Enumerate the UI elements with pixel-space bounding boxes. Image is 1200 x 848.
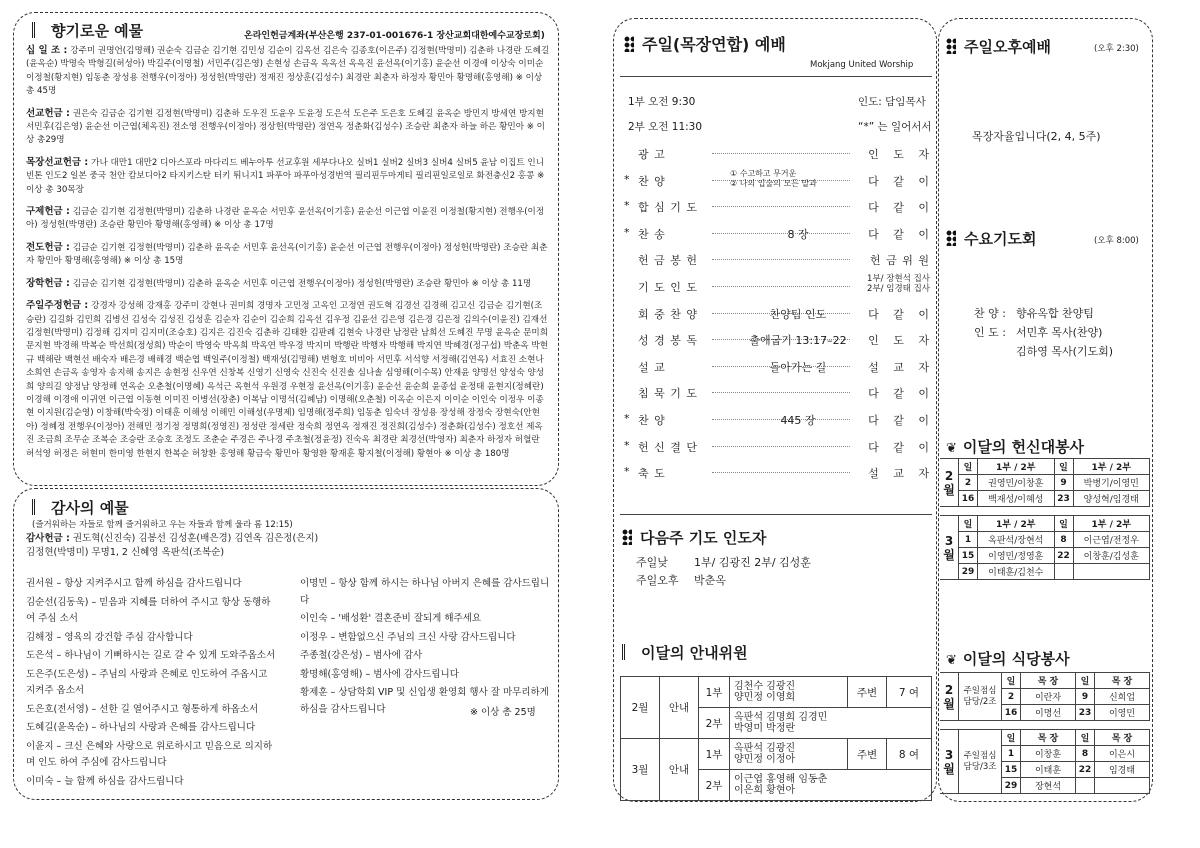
section-mark-icon: [32, 22, 43, 38]
order-item: 축 도: [638, 467, 666, 481]
wednesday-praise-label: 찬 양 :: [974, 307, 1006, 320]
afternoon-text: 목장자율입니다(2, 4, 5주): [972, 130, 1101, 143]
ushers-names: 옥판석 김광진 양민정 이정아: [730, 739, 848, 770]
thanks-item: 도혜길(윤옥순) – 하나님의 사랑과 은혜를 감사드립니다: [26, 722, 256, 733]
next-prayer-row2-label: 주일오후: [636, 574, 679, 587]
order-leader-line: [712, 472, 850, 473]
devotion-cell: 22: [1054, 548, 1073, 564]
order-person: 다 같 이: [868, 174, 930, 188]
kitchen-month: 3 월: [940, 730, 959, 794]
kitchen-cell: 9: [1076, 689, 1095, 705]
order-star: *: [624, 225, 630, 239]
offering-group: [26, 156, 550, 197]
order-person: 다 같 이: [868, 387, 930, 401]
offering-group-label: 목장선교헌금 :: [26, 156, 89, 168]
order-leader-line: [712, 153, 850, 154]
devotion-cell: 2: [959, 475, 978, 491]
order-leader-line: [712, 206, 850, 207]
order-detail: 8 장: [787, 227, 809, 241]
thanks-label: 감사헌금 :: [26, 533, 70, 544]
wednesday-time: (오후 8:00): [1094, 236, 1139, 246]
dotted-bullet-icon: [946, 230, 956, 246]
service-leader: 인도: 담임목사: [858, 96, 926, 108]
devotion-row: [940, 475, 1150, 491]
order-row: [620, 330, 932, 348]
offering-group-names: 김금순 김기현 김정현(박명미) 김춘하 나경란 윤옥순 서민후 윤선옥(이기홍) 윤순선 이근엽 이윤진 이정철(황지현) 전행우(이정아) 정성헌(박명란) 조승란 황민아 황명해(홍영해) ※ 이상 총 17명: [26, 207, 545, 231]
thanks-item: 황제훈 – 상담학회 VIP 및 신입생 환영회 행사 잘 마무리하게 하심을 감사드립니다: [300, 687, 549, 715]
devotion-header-row: [940, 459, 1150, 475]
kitchen-title: ❦ 이달의 식당봉사: [946, 650, 1070, 668]
kitchen-head-cell: 일: [1002, 673, 1021, 689]
order-item: 찬 송: [638, 227, 666, 241]
order-detail: 돌아가는 길: [769, 360, 827, 374]
devotion-table: [940, 458, 1150, 580]
ushers-table: [620, 676, 932, 801]
ushers-part: 2부: [699, 708, 730, 739]
thanks-total: ※ 이상 총 25명: [470, 707, 536, 718]
kitchen-header-row: [940, 730, 1150, 746]
devotion-head-cell: 일: [1054, 459, 1073, 475]
order-item: 성 경 봉 독: [638, 334, 698, 348]
devotion-row: [940, 564, 1150, 580]
order-row: [620, 274, 932, 295]
order-star: *: [624, 465, 630, 479]
devotion-cell: [1054, 564, 1073, 580]
ushers-names: 옥판석 김명희 김경민 박영미 박정란: [730, 708, 932, 739]
kitchen-cell: 29: [1002, 778, 1021, 794]
next-prayer-row1-label: 주일낮: [636, 556, 668, 569]
thanks-title: 감사의 예물: [32, 497, 129, 518]
order-item: 기 도 인 도: [638, 281, 698, 294]
order-row: [620, 383, 932, 401]
ushers-weekday: 주변: [848, 677, 887, 708]
thanks-item: 권서원 – 항상 지켜주시고 함께 하심을 감사드립니다: [26, 578, 242, 589]
kitchen-head-cell: 일: [1076, 673, 1095, 689]
ushers-role: 안내: [660, 739, 699, 801]
thanks-item: 이명민 – 항상 함께 하시는 하나님 아버지 은혜를 감사드립니다: [300, 578, 550, 606]
order-row: [620, 410, 932, 428]
ushers-count: 8 여: [887, 739, 932, 770]
order-person: 인 도 자: [868, 148, 930, 161]
kitchen-cell: 장현석: [1021, 778, 1076, 794]
offering-group: [26, 44, 550, 99]
devotion-cell: 8: [1054, 532, 1073, 548]
dotted-bullet-icon: [624, 36, 634, 52]
worship-bottom-divider: [620, 514, 932, 515]
ushers-names: 김천수 김광진 양민정 이영희: [730, 677, 848, 708]
dotted-bullet-icon: [946, 38, 956, 54]
wednesday-lead-2: 김하영 목사(기도회): [1016, 345, 1114, 358]
devotion-head-cell: 1부 / 2부: [978, 516, 1055, 532]
thanks-names: [26, 532, 326, 560]
devotion-cell: 29: [959, 564, 978, 580]
offering-account: 온라인헌금계좌(부산은행 237-01-001676-1 장산교회대한예수교장로회): [244, 31, 545, 41]
kitchen-head-cell: 목 장: [1021, 673, 1076, 689]
kitchen-cell: 신희업: [1095, 689, 1150, 705]
devotion-month: 2 월: [940, 459, 959, 507]
offering-group: [26, 205, 550, 233]
order-row: [620, 224, 932, 242]
ushers-count: 7 여: [887, 677, 932, 708]
order-detail: 출애굽기 13:17–22: [749, 334, 847, 348]
kitchen-cell: 임경태: [1095, 762, 1150, 778]
order-item: 찬 양: [638, 414, 666, 427]
devotion-head-cell: 일: [959, 459, 978, 475]
offering-group-label: 구제헌금 :: [26, 206, 70, 218]
leaf-icon: ❦: [946, 653, 957, 668]
wednesday-lead-label: 인 도 :: [974, 326, 1006, 339]
offering-group: [26, 241, 550, 269]
order-item: 회 중 찬 양: [638, 307, 698, 321]
order-row: [620, 250, 932, 268]
devotion-cell: 이영민/정영훈: [978, 548, 1055, 564]
kitchen-cell: 16: [1002, 705, 1021, 721]
afternoon-time: (오후 2:30): [1094, 44, 1139, 54]
ushers-month: 2월: [621, 677, 660, 739]
ushers-row: [621, 739, 932, 770]
devotion-head-cell: 일: [1054, 516, 1073, 532]
kitchen-cell: [1095, 778, 1150, 794]
worship-divider: [620, 76, 932, 77]
order-item: 헌 금 봉 헌: [638, 254, 698, 268]
kitchen-cell: 15: [1002, 762, 1021, 778]
offering-group: [26, 299, 550, 461]
devotion-row: [940, 532, 1150, 548]
order-row: [620, 168, 932, 189]
order-person: 다 같 이: [868, 414, 930, 427]
devotion-cell: 이태훈/김천수: [978, 564, 1055, 580]
thanks-item: 김해정 – 영육의 강건함 주심 감사합니다: [26, 631, 193, 643]
kitchen-head-cell: 목 장: [1095, 673, 1150, 689]
offering-group-label: 주일주정헌금 :: [26, 300, 89, 312]
thanks-left-list: [26, 576, 278, 792]
order-star: *: [624, 199, 630, 213]
order-person: 헌 금 위 원: [870, 254, 930, 268]
leaf-icon: ❦: [946, 441, 957, 456]
order-person: 다 같 이: [868, 440, 930, 454]
section-mark-icon: [32, 499, 43, 515]
devotion-cell: 이창훈/김성훈: [1073, 548, 1150, 564]
devotion-row: [940, 548, 1150, 564]
offering-group-names: 가나 대만1 대만2 디아스포라 마다리드 베누아투 선교후원 세부다나오 실버1 실버2 실버3 실버4 실버5 윤남 이집트 인니빈톤 인도2 일본 중국 천안 캄보디아2 타지키스탄 터키 튀니지1 파푸아 파푸아성경번역 필리핀두마게티 필리핀일로일로 화전충신2 홍콩 ※ 이상 총 30목장: [26, 157, 545, 195]
order-leader-line: [712, 259, 850, 260]
devotion-cell: 백재성/이혜성: [978, 491, 1055, 507]
kitchen-cell: 23: [1076, 705, 1095, 721]
section-mark-icon: [622, 644, 633, 660]
thanks-item: 김순선(김동욱) – 믿음과 지혜를 더하여 주시고 항상 동행하여 주심 소서: [26, 596, 271, 624]
order-row: [620, 197, 932, 215]
wednesday-lead-1: 서민후 목사(찬양): [1016, 326, 1103, 339]
order-star: *: [624, 438, 630, 452]
kitchen-head-cell: 목 장: [1095, 730, 1150, 746]
kitchen-cell: 22: [1076, 762, 1095, 778]
kitchen-cell: 이태훈: [1021, 762, 1076, 778]
thanks-item: 주종철(강은성) – 범사에 감사: [300, 650, 423, 661]
devotion-spacer: [940, 507, 1150, 516]
order-star: *: [624, 412, 630, 425]
devotion-cell: 박병기/이영민: [1073, 475, 1150, 491]
devotion-cell: 이근엽/전정우: [1073, 532, 1150, 548]
devotion-cell: 양성혁/임경태: [1073, 491, 1150, 507]
devotion-head-cell: 1부 / 2부: [978, 459, 1055, 475]
devotion-cell: 1: [959, 532, 978, 548]
thanks-item: 이정우 – 변함없으신 주님의 크신 사랑 감사드립니다: [300, 631, 516, 643]
order-item: 찬 양: [638, 174, 666, 188]
offering-group-label: 전도헌금 :: [26, 241, 70, 253]
next-prayer-title: 다음주 기도 인도자: [622, 527, 766, 548]
devotion-cell: 9: [1054, 475, 1073, 491]
devotion-spacer-cell: [940, 507, 1150, 516]
next-prayer-row1-value: 1부/ 김광진 2부/ 김성훈: [694, 556, 811, 569]
ushers-weekday: 주변: [848, 739, 887, 770]
standing-note: “*” 는 일어서서: [858, 121, 932, 133]
thanks-item: 도은석 – 하나님이 기뻐하시는 길로 갈 수 있게 도와주옵소서: [26, 650, 276, 661]
thanks-item: 이윤지 – 크신 은혜와 사랑으로 위로하시고 믿음으로 의지하며 인도 하여 주심에 감사드립니다: [26, 740, 273, 768]
ushers-part: 1부: [699, 739, 730, 770]
devotion-head-cell: 1부 / 2부: [1073, 459, 1150, 475]
devotion-head-cell: 일: [959, 516, 978, 532]
offering-group-names: 강경자 강성해 강재홍 강주미 강현나 권미희 경명자 고민정 고옥인 고정연 권도혁 김경선 김경해 김고신 김금순 김기현(조승란) 김길화 김민희 김병선 김성숙 김성진 김성훈 김순자 김순이 김순희 김옥선 김우정 김윤선 김은영 김은경 김은정 김의수(이윤진) 김재선 김정현(박명미) 김정해 김지미 김지미(조승호) 김지은 김진숙 김춘하 김태환 김판례 김현숙 나경란 남정란 남희선 도혜진 무명 윤옥순 문미희 문지현 박경해 박복순 박선희(정성희) 박순이 박영숙 박옥희 박옥연 박우경 박지미 박행란 박행자 박행해 박지연 박혜경(정구섭) 박춘옥 박현규 백해란 백현선 배숙자 배은경 배해경 백순엽 백일주(이정철) 백재성(김명해) 변형호 비비아 서민후 서석향 서정해(김연옥) 서효진 소현나 소희연 손금옥 송영자 송지해 송지은 송현정 신우연 신창복 신영기 신영숙 신진숙 신진솔 심나솔 심영해(이수목) 안재윤 양명선 양성숙 양성희 양의길 양정남 양정해 연옥순 오춘철(이명혜) 옥석근 옥현석 우원경 우현정 윤선옥(이기홍) 윤순선 윤순희 윤종섭 윤정태 윤현지(정혜란) 이경해 이경애 이귀연 이근엽 이동현 이미진 이병선(장춘) 이복남 이명석(김혜남) 이명해(오춘철) 이옥순 이은지 이이순 이인숙 이정우 이종현 이지원(김순영) 이창해(박숙정) 이태훈 이해성 이해민 이해성(우명제) 임명해(정주희) 임동춘 임숙녀 장성용 장성해 장정숙 장현숙(안현아) 정혜정 전행우(이정아) 전해민 정기정 정명희(정영진) 정성란 정세란 정숙희 정연옥 정재진 정진희(김성수) 정춘화(김성수) 정호선 제옥진 조금희 조무순 조복순 조승란 조승호 조정도 조춘순 주경은 주나경 주초철(정윤정) 진숙옥 최경란 최경선(박영자) 최춘자 하정자 허혈란 허석영 허정은 허현미 한미영 한현지 한복순 허창환 홍영해 황금숙 황민아 황영환 황재훈 황지철(이정해) 황현아 ※ 이상 총 180명: [26, 301, 549, 459]
afternoon-title: 주일오후예배: [946, 36, 1051, 57]
devotion-cell: 15: [959, 548, 978, 564]
devotion-cell: 23: [1054, 491, 1073, 507]
order-leader-line: [712, 392, 850, 393]
order-detail: 찬양팀 인도: [769, 307, 827, 321]
service-time-2: 2부 오전 11:30: [628, 121, 703, 133]
order-detail: ① 수고하고 무거운 ② 나의 입술의 모든 말과: [730, 168, 817, 188]
order-leader-line: [712, 446, 850, 447]
order-item: 설 교: [638, 360, 666, 374]
order-person: 설 교 자: [868, 467, 930, 481]
kitchen-cell: [1076, 778, 1095, 794]
order-item: 합 심 기 도: [638, 201, 698, 215]
kitchen-cell: 이은시: [1095, 746, 1150, 762]
kitchen-table: [940, 672, 1150, 794]
worship-subtitle: Mokjang United Worship: [810, 60, 914, 70]
order-detail: 445 장: [780, 414, 816, 427]
offering-group-label: 선교헌금 :: [26, 107, 70, 119]
order-person: 다 같 이: [868, 227, 930, 241]
offering-group-names: 김금순 김기현 김정현(박명미) 김춘하 윤옥순 서민후 윤선옥(이기홍) 윤순선 이근엽 전행우(이정아) 정성헌(박명란) 조승란 최춘자 황민아 황명해(홍영해) ※ 이상 총 15명: [26, 242, 548, 267]
ushers-row: [621, 677, 932, 708]
kitchen-label: 주일점심 담당/3조: [959, 730, 1002, 794]
worship-title: 주일(목장연합) 예배: [624, 32, 786, 55]
order-person: 인 도 자: [868, 334, 930, 348]
ushers-names: 이근엽 홍영해 임동춘 이은희 황현아: [730, 770, 932, 801]
ushers-part: 2부: [699, 770, 730, 801]
offering-group-label: 장학헌금 :: [26, 277, 70, 289]
ushers-role: 안내: [660, 677, 699, 739]
kitchen-head-cell: 일: [1076, 730, 1095, 746]
order-person: 설 교 자: [868, 360, 930, 374]
kitchen-cell: 이영민: [1095, 705, 1150, 721]
ushers-title: 이달의 안내위원: [622, 642, 748, 663]
order-row: [620, 463, 932, 481]
order-person: 다 같 이: [868, 307, 930, 321]
kitchen-spacer-cell: [940, 721, 1150, 730]
devotion-header-row: [940, 516, 1150, 532]
kitchen-cell: 이명선: [1021, 705, 1076, 721]
kitchen-head-cell: 일: [1002, 730, 1021, 746]
thanks-item: 황명해(홍영해) – 범사에 감사드립니다: [300, 668, 459, 680]
order-row: [620, 304, 932, 322]
devotion-cell: 권영민/이창훈: [978, 475, 1055, 491]
devotion-row: [940, 491, 1150, 507]
thanks-item: 이인숙 – '배성환' 결혼준비 잘되게 해주세요: [300, 613, 482, 624]
thanks-item: 도은주(도은성) – 주님의 사랑과 은혜로 인도하여 주옵시고 지켜주 옵소서: [26, 668, 268, 696]
offering-group-label: 십 일 조 :: [26, 45, 68, 56]
order-person: 1부/ 장현석 집사 2부/ 임경태 집사: [867, 274, 930, 294]
order-row: [620, 144, 932, 162]
devotion-head-cell: 1부 / 2부: [1073, 516, 1150, 532]
devotion-month: 3 월: [940, 516, 959, 580]
thanks-item: 도은호(전서영) – 선한 길 열어주시고 형통하게 하옵소서: [26, 703, 259, 715]
kitchen-cell: 이창훈: [1021, 746, 1076, 762]
devotion-cell: [1073, 564, 1150, 580]
next-prayer-row2-value: 박춘옥: [694, 574, 726, 587]
order-row: [620, 357, 932, 375]
offering-group: [26, 277, 550, 291]
wednesday-praise: 향유옥합 찬양팀: [1016, 307, 1094, 320]
offering-group-names: 김금순 김기현 김정현(박명미) 김춘하 윤옥순 서민후 이근엽 전행우(이정아) 정성헌(박명란) 조승란 황민아 ※ 이상 총 11명: [72, 278, 532, 289]
order-star: *: [624, 172, 630, 186]
checker-bullet-icon: [622, 529, 632, 545]
kitchen-month: 2 월: [940, 673, 959, 721]
kitchen-head-cell: 목 장: [1021, 730, 1076, 746]
wednesday-title: 수요기도회: [946, 228, 1036, 249]
kitchen-cell: 8: [1076, 746, 1095, 762]
kitchen-spacer: [940, 721, 1150, 730]
devotion-cell: 16: [959, 491, 978, 507]
thanks-names-text: 권도혁(신진숙) 김봉선 김성훈(배은경) 김연옥 김은정(은지) 김정현(박명미) 무명1, 2 신혜영 옥판석(조복순): [26, 533, 319, 558]
order-person: 다 같 이: [868, 201, 930, 215]
order-row: [620, 437, 932, 455]
kitchen-cell: 1: [1002, 746, 1021, 762]
kitchen-header-row: [940, 673, 1150, 689]
order-item: 광 고: [638, 148, 666, 161]
offering-group: [26, 107, 550, 148]
devotion-title: ❦ 이달의 헌신대봉사: [946, 438, 1085, 456]
ushers-month: 3월: [621, 739, 660, 801]
kitchen-label: 주일점심 담당/2조: [959, 673, 1002, 721]
offering-title: 향기로운 예물: [32, 20, 143, 41]
thanks-subtitle: (즐거워하는 자들로 함께 즐거워하고 우는 자들과 함께 울라 롬 12:15): [32, 520, 293, 530]
order-item: 헌 신 결 단: [638, 440, 698, 454]
order-leader-line: [712, 286, 850, 287]
devotion-cell: 옥판석/장현석: [978, 532, 1055, 548]
offering-group-names: 권은숙 김금순 김기현 김정현(박명미) 김춘하 도우진 도윤우 도윤정 도은석 도은주 도은호 도혜길 윤옥순 방민지 방세연 방지현 서민후(김은영) 윤순선 이근엽(체옥진) 전소영 전행우(이정아) 정상헌(박명란) 정연옥 정춘화(김성수) 조승란 최춘자 하늘 하은 황민아 ※ 이상 총29명: [26, 108, 545, 146]
kitchen-cell: 2: [1002, 689, 1021, 705]
offering-groups: [26, 44, 550, 461]
service-time-1: 1부 오전 9:30: [628, 96, 696, 108]
kitchen-cell: 이란자: [1021, 689, 1076, 705]
order-item: 침 묵 기 도: [638, 387, 698, 401]
ushers-part: 1부: [699, 677, 730, 708]
thanks-right-list: [300, 576, 552, 720]
offering-group-names: 강주미 권명언(김명해) 권순숙 김금순 김기현 김민성 김순이 김옥선 김은숙 김종호(이은주) 김정현(박명미) 김춘하 나경란 도혜길(윤옥순) 박명숙 박형길(허성아) 박길주(이명철) 서민주(김은영) 손현성 손금옥 옥옥선 옥옥진 윤선옥(이기홍) 윤순선 이경애 이상숙 이미순 이정철(황지현) 임동춘 장성용 전행우(이정아) 정성헌(박명란) 정재진 정상훈(김성수) 최경란 최춘자 하정자 황민아 황명해(홍영해) ※ 이상 총 45명: [26, 46, 550, 97]
thanks-item: 이미숙 – 늘 함께 하심을 감사드립니다: [26, 775, 184, 787]
